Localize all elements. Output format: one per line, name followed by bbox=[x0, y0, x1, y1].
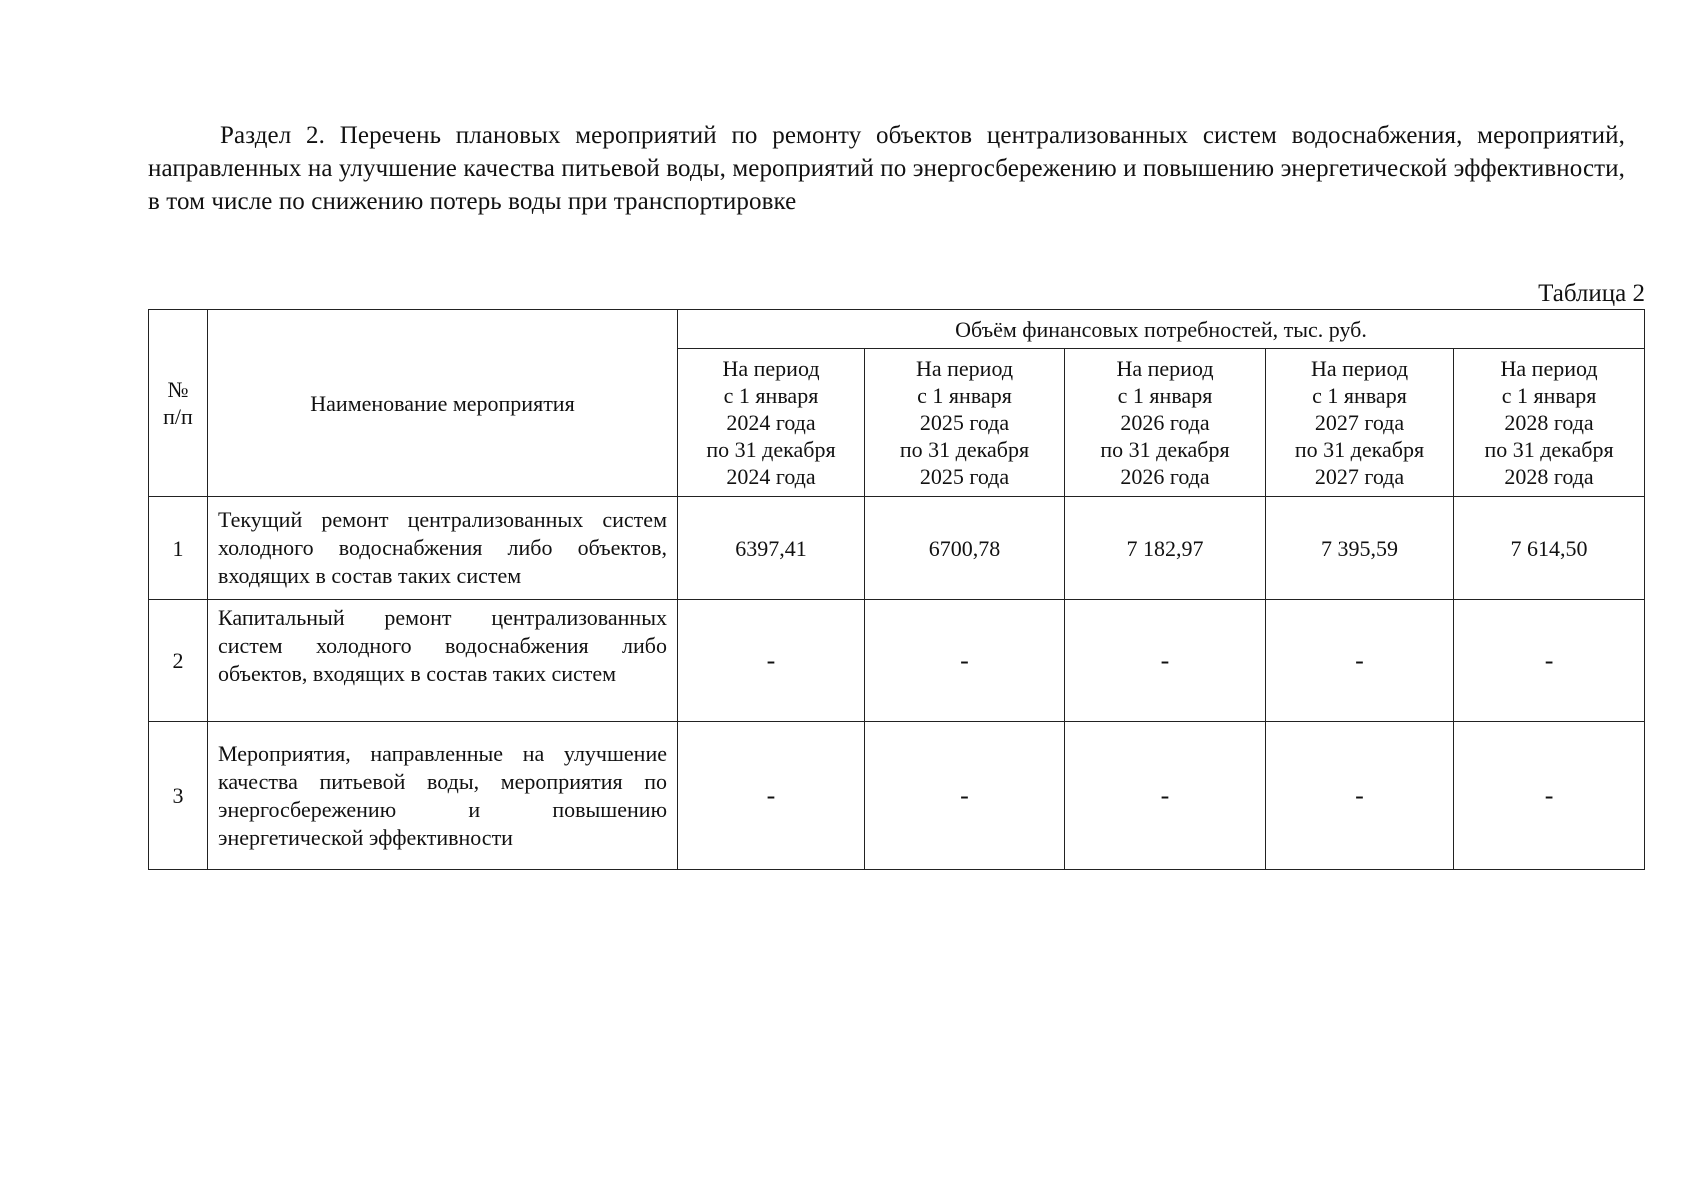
group-header: Объём финансовых потребностей, тыс. руб. bbox=[678, 310, 1645, 349]
row-number: 1 bbox=[149, 497, 208, 600]
row-name: Мероприятия, направленные на улучшение качества питьевой воды, мероприятия по энергосбережению и повышению энергетической эффективности bbox=[208, 722, 678, 870]
section-heading: Раздел 2. Перечень плановых мероприятий по ремонту объектов централизованных систем водоснабжения, мероприятий, направленных на улучшение качества питьевой воды, мероприятий по энергосбережению и повышению энергетической эффективности, в том числе по снижению потерь воды при транспортировке bbox=[148, 122, 1625, 215]
row-value: - bbox=[1266, 722, 1454, 870]
row-value: - bbox=[1065, 600, 1266, 722]
table-label: Таблица 2 bbox=[1538, 280, 1645, 307]
row-value: 6397,41 bbox=[678, 497, 865, 600]
period-header: На период с 1 января 2028 года по 31 декабря 2028 года bbox=[1454, 349, 1645, 497]
row-value: 7 614,50 bbox=[1454, 497, 1645, 600]
period-header: На период с 1 января 2024 года по 31 декабря 2024 года bbox=[678, 349, 865, 497]
row-value: - bbox=[678, 600, 865, 722]
col-name-header: Наименование мероприятия bbox=[208, 310, 678, 497]
row-name: Капитальный ремонт централизованных систем холодного водоснабжения либо объектов, входящих в состав таких систем bbox=[208, 600, 678, 722]
period-header: На период с 1 января 2025 года по 31 декабря 2025 года bbox=[865, 349, 1065, 497]
row-value: 7 395,59 bbox=[1266, 497, 1454, 600]
row-value: - bbox=[1454, 600, 1645, 722]
row-name: Текущий ремонт централизованных систем холодного водоснабжения либо объектов, входящих в состав таких систем bbox=[208, 497, 678, 600]
row-value: - bbox=[1454, 722, 1645, 870]
row-value: - bbox=[678, 722, 865, 870]
table-row bbox=[149, 600, 1645, 722]
row-number: 2 bbox=[149, 600, 208, 722]
table-row bbox=[149, 497, 1645, 600]
period-header: На период с 1 января 2026 года по 31 декабря 2026 года bbox=[1065, 349, 1266, 497]
financial-needs-table bbox=[148, 309, 1645, 870]
col-number-header: № п/п bbox=[149, 310, 208, 497]
row-value: - bbox=[1266, 600, 1454, 722]
row-value: 6700,78 bbox=[865, 497, 1065, 600]
period-header: На период с 1 января 2027 года по 31 декабря 2027 года bbox=[1266, 349, 1454, 497]
row-number: 3 bbox=[149, 722, 208, 870]
row-value: 7 182,97 bbox=[1065, 497, 1266, 600]
row-value: - bbox=[1065, 722, 1266, 870]
row-value: - bbox=[865, 600, 1065, 722]
table-row bbox=[149, 722, 1645, 870]
row-value: - bbox=[865, 722, 1065, 870]
table-header-row bbox=[149, 310, 1645, 349]
